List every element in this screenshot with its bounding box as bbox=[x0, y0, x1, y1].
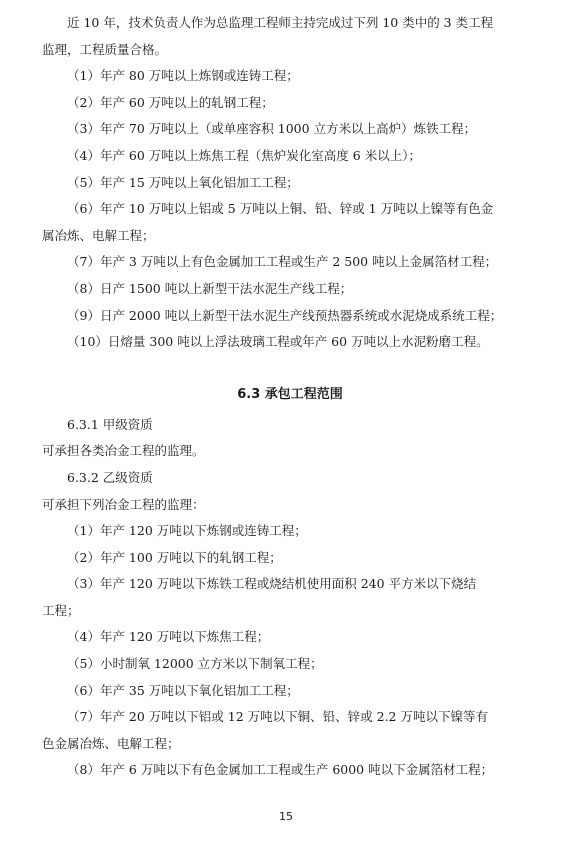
text-line: （2）年产 60 万吨以上的轧钢工程； bbox=[67, 94, 274, 110]
text-line: （3）年产 120 万吨以下炼铁工程或烧结机使用面积 240 平方米以下烧结 bbox=[67, 576, 477, 592]
qualification-requirements bbox=[42, 10, 538, 356]
text-line: （7）年产 20 万吨以下铝或 12 万吨以下铜、铅、锌或 2.2 万吨以下镍等有 bbox=[67, 709, 488, 725]
text-line: （1）年产 120 万吨以下炼钢或连铸工程； bbox=[67, 523, 307, 539]
text-line: 可承担下列冶金工程的监理： bbox=[42, 496, 205, 512]
text-line: 6.3.1 甲级资质 bbox=[67, 416, 153, 432]
text-line: （4）年产 60 万吨以上炼焦工程（焦炉炭化室高度 6 米以上）； bbox=[67, 147, 421, 163]
text-line: （8）年产 6 万吨以下有色金属加工工程或生产 6000 吨以下金属箔材工程； bbox=[67, 762, 494, 778]
text-line: （7）年产 3 万吨以上有色金属加工工程或生产 2 500 吨以上金属箔材工程； bbox=[67, 254, 498, 270]
text-line: 属冶炼、电解工程； bbox=[42, 227, 155, 243]
text-line: 色金属冶炼、电解工程； bbox=[42, 735, 180, 751]
page-number: 15 bbox=[279, 810, 293, 823]
contract-scope bbox=[42, 412, 538, 784]
text-line: （5）年产 15 万吨以上氧化铝加工工程； bbox=[67, 174, 299, 190]
page-content bbox=[42, 10, 538, 784]
text-line: （10）日熔量 300 吨以上浮法玻璃工程或年产 60 万吨以上水泥粉磨工程。 bbox=[67, 334, 489, 350]
text-line: （4）年产 120 万吨以下炼焦工程； bbox=[67, 629, 270, 645]
text-line: （2）年产 100 万吨以下的轧钢工程； bbox=[67, 549, 282, 565]
text-line: （9）日产 2000 吨以上新型干法水泥生产线预热器系统或水泥烧成系统工程； bbox=[67, 307, 503, 323]
section-heading: 6.3 承包工程范围 bbox=[237, 386, 343, 402]
text-line: （6）年产 35 万吨以下氧化铝加工工程； bbox=[67, 682, 299, 698]
text-line: （1）年产 80 万吨以上炼钢或连铸工程； bbox=[67, 68, 299, 84]
text-line: （3）年产 70 万吨以上（或单座容积 1000 立方米以上高炉）炼铁工程； bbox=[67, 121, 477, 137]
text-line: （8）日产 1500 吨以上新型干法水泥生产线工程； bbox=[67, 280, 353, 296]
text-line: 6.3.2 乙级资质 bbox=[67, 469, 153, 485]
text-line: （6）年产 10 万吨以上铝或 5 万吨以上铜、铅、锌或 1 万吨以上镍等有色金 bbox=[67, 201, 494, 217]
text-line: （5）小时制氧 12000 立方米以下制氧工程； bbox=[67, 656, 323, 672]
text-line: 可承担各类冶金工程的监理。 bbox=[42, 443, 205, 459]
text-line: 近 10 年，技术负责人作为总监理工程师主持完成过下列 10 类中的 3 类工程 bbox=[67, 15, 494, 30]
text-line: 工程； bbox=[42, 602, 80, 618]
text-line: 监理，工程质量合格。 bbox=[42, 41, 168, 57]
